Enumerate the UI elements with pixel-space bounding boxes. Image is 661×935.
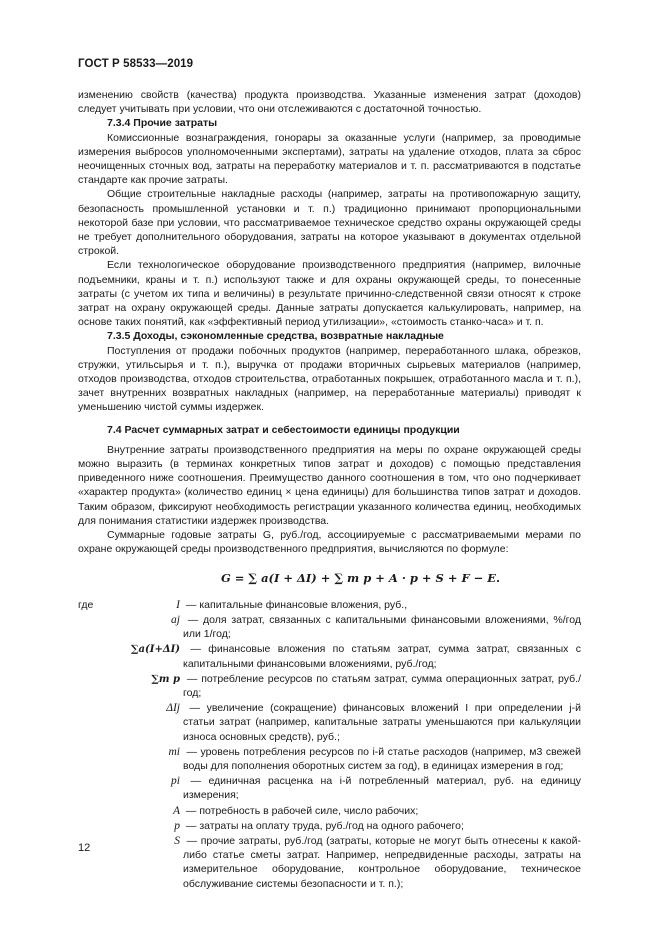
definition-item: ∑m p — потребление ресурсов по статьям затрат, сумма операционных затрат, руб./год; [151, 672, 581, 699]
definition-symbol: ∑m p [151, 673, 180, 685]
definition-item: mi — уровень потребления ресурсов по i-й статье расходов (например, м3 свежей воды для пополнения оборотных систем за год), в единицах измерения в год; [168, 745, 581, 772]
definition-text: финансовые вложения по статьям затрат, сумма затрат, связанных с капитальными финансовыми вложениями, руб./год; [183, 643, 581, 670]
paragraph: Если технологическое оборудование производственного предприятия (например, вилочные подъемники, краны и т. п.) используют также и для охраны окружающей среды, то понесенные затраты (с учетом их типа и величины) в результате причинно-следственной связи относят к строке затрат на охрану окружающей среды. Данные затраты допускается калькулировать, например, на основе таких понятий, как «эффективный период утилизации», «стоимость станко-часа» и т. п. [78, 259, 581, 329]
cost-formula: G = ∑ a(I + ΔI) + ∑ m p + A · p + S + F − E. [220, 570, 501, 585]
definition-symbol: mi [168, 745, 180, 758]
section-7-3-5-title: 7.3.5 Доходы, сэкономленные средства, возвратные накладные [107, 330, 444, 343]
paragraph: Общие строительные накладные расходы (например, затраты на противопожарную защиту, безопасность промышленной установки и т. п.) традиционно принимают пропорциональными некоторой базе при условии, что рассматриваемое техническое средство охраны окружающей среды не требует дополнительного оборудования, затраты на которое указывают в документах отдельной строкой. [78, 188, 581, 258]
definition-symbol: ΔIj [166, 702, 180, 715]
paragraph: Внутренние затраты производственного предприятия на меры по охране окружающей среды можно выразить (в терминах конкретных типов затрат и доходов) с помощью представления приведенного ниже соотношения. Преимущество данного соотношения в том, что оно подчеркивает «характер продукта» (количество единиц × цена единицы) для большинства типов затрат и доходов. Таким образом, фиксируют необходимость регистрации указанного количества единиц, необходимых для понимания статистики издержек производства. [78, 443, 581, 527]
definition-text: потребность в рабочей силе, число рабочих; [199, 804, 419, 817]
definition-text: прочие затраты, руб./год (затраты, которые не могут быть отнесены к какой-либо статье сметы затрат. Например, непредвиденные расходы, затраты на измерительное оборудование, контрольное оборудование, техническое обслуживание системы безопасности и т. п.); [183, 834, 581, 890]
definition-item: p — затраты на оплату труда, руб./год на одного рабочего; [174, 819, 464, 832]
definition-text: доля затрат, связанных с капитальными финансовыми вложениями, %/год или 1/год; [183, 613, 581, 641]
definition-item: где I — капитальные финансовые вложения, руб., [78, 598, 408, 611]
definition-item: pi — единичная расценка на i-й потребленный материал, руб. на единицу измерения; [171, 775, 581, 802]
definition-symbol: I [176, 598, 180, 611]
definition-symbol: S [174, 834, 180, 847]
paragraph: Суммарные годовые затраты G, руб./год, ассоциируемые с рассматриваемыми мерами по охране окружающей среды производственного предприятия, вычисляются по формуле: [78, 529, 581, 556]
section-7-3-4-title: 7.3.4 Прочие затраты [107, 117, 218, 130]
definition-text: капитальные финансовые вложения, руб., [199, 598, 408, 611]
document-header: ГОСТ Р 58533—2019 [78, 58, 194, 70]
definition-text: уровень потребления ресурсов по i-й статье расходов (например, м3 свежей воды для пополнения оборотных систем за год), в единицах измерения в год; [183, 745, 581, 772]
definition-text: увеличение (сокращение) финансовых вложений I при определении j-й статьи затрат (например, капитальные затраты уменьшаются при калькуляции износа основных средств), руб.; [183, 702, 581, 743]
definition-text: потребление ресурсов по статьям затрат, сумма операционных затрат, руб./год; [183, 672, 581, 699]
where-label: где [78, 598, 94, 611]
definition-item: ∑a(I+ΔI) — финансовые вложения по статьям затрат, сумма затрат, связанных с капитальными финансовыми вложениями, руб./год; [131, 643, 581, 670]
paragraph: Комиссионные вознаграждения, гонорары за оказанные услуги (например, за проводимые измерения выбросов уполномоченными экспертами), затраты на удаление отходов, плата за сброс неочищенных сточных вод, затраты на переработку материалов и т. п. рассматриваются в подстатье стандарте как прочие затраты. [78, 131, 581, 187]
definition-item: ΔIj — увеличение (сокращение) финансовых вложений I при определении j-й статьи затрат (например, капитальные затраты уменьшаются при калькуляции износа основных средств), руб.; [166, 702, 581, 743]
intro-paragraph: изменению свойств (качества) продукта производства. Указанные изменения затрат (доходов) следует учитывать при условии, что они отслеживаются с достаточной точностью. [78, 89, 581, 116]
definitions-list [78, 598, 581, 891]
definition-text: единичная расценка на i-й потребленный материал, руб. на единицу измерения; [183, 775, 581, 802]
definition-item: aj — доля затрат, связанных с капитальными финансовыми вложениями, %/год или 1/год; [171, 613, 581, 641]
document-body [78, 88, 581, 892]
definition-symbol: A [172, 804, 180, 817]
definition-item: S — прочие затраты, руб./год (затраты, которые не могут быть отнесены к какой-либо статье сметы затрат. Например, непредвиденные расходы, затраты на измерительное оборудование, контрольное оборудование, техническое обслуживание системы безопасности и т. п.); [174, 834, 581, 890]
definition-symbol: pi [171, 775, 180, 788]
definition-symbol: ∑a(I+ΔI) [131, 644, 180, 656]
paragraph: Поступления от продажи побочных продуктов (например, переработанного шлака, обрезков, стружки, утильсырья и т. п.), выручка от продажи вторичных сырьевых материалов (например, отходов производства, отходов строительства, отработанных покрышек, отработанного масла и т. п.), зачет внутренних возвратных накладных (например, на переработанные материалы) приводят к уменьшению чистой суммы издержек. [78, 344, 581, 414]
section-7-4-title: 7.4 Расчет суммарных затрат и себестоимости единицы продукции [107, 423, 460, 436]
page-number: 12 [78, 842, 91, 854]
definition-symbol: p [174, 819, 180, 832]
definition-symbol: aj [171, 613, 180, 626]
definition-item: A — потребность в рабочей силе, число рабочих; [172, 804, 419, 817]
definition-text: затраты на оплату труда, руб./год на одного рабочего; [199, 819, 464, 832]
